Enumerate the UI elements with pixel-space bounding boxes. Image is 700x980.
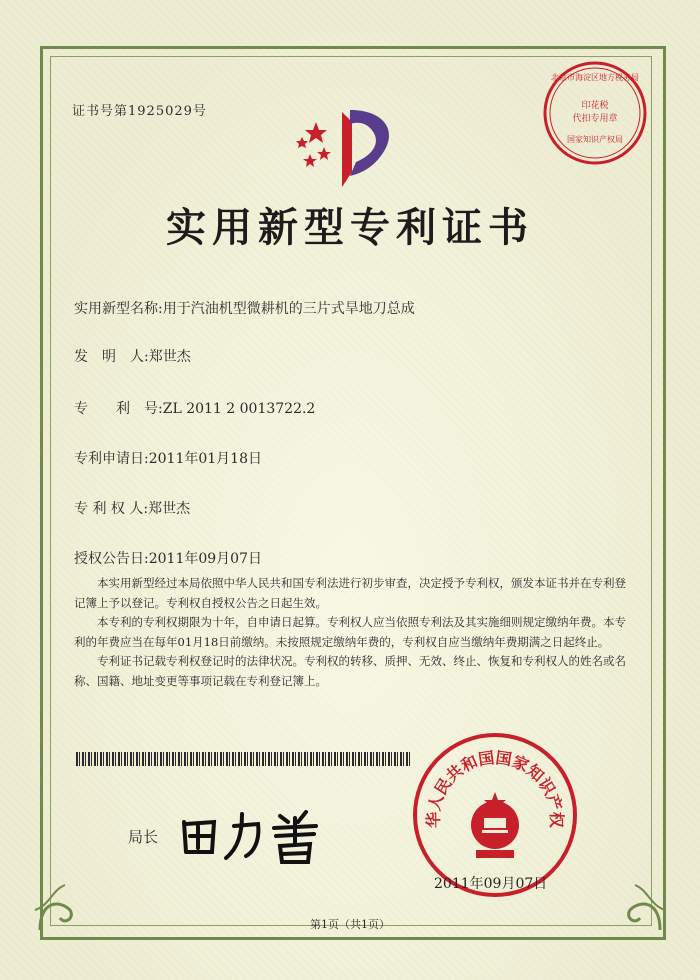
- field-value: 用于汽油机型微耕机的三片式旱地刀总成: [162, 301, 415, 317]
- field-label: 授权公告日:: [74, 551, 149, 567]
- page-indicator: 第1页（共1页）: [310, 918, 390, 931]
- svg-text:中华人民共和国国家知识产权局: 华人民共和国国家知识产权: [423, 748, 567, 828]
- certificate-body: [74, 574, 626, 691]
- field-patent-number: [74, 398, 315, 418]
- field-label: 专 利 权 人:: [74, 501, 149, 517]
- barcode: [76, 752, 412, 766]
- svg-text:印花税: 印花税: [581, 101, 609, 111]
- field-label: 实用新型名称:: [74, 301, 163, 317]
- field-application-date: [74, 448, 262, 468]
- field-value: 2011年09月07日: [148, 551, 262, 567]
- field-patentee: [74, 498, 190, 518]
- certificate-title: 实用新型专利证书: [166, 204, 534, 251]
- svg-text:北京市海淀区地方税务局: 北京市海淀区地方税务局: [551, 73, 639, 82]
- field-value: ZL 2011 2 0013722.2: [162, 401, 316, 417]
- field-value: 郑世杰: [148, 501, 191, 517]
- field-utility-model-name: [74, 298, 415, 318]
- body-paragraph: 本专利的专利权期限为十年，自申请日起算。专利权人应当依照专利法及其实施细则规定缴纳年费。本专利的年费应当在每年01月18日前缴纳。未按照规定缴纳年费的，专利权自应当缴纳年费期满之日起终止。: [74, 615, 626, 649]
- body-paragraph: 专利证书记载专利权登记时的法律状况。专利权的转移、质押、无效、终止、恢复和专利权人的姓名或名称、国籍、地址变更等事项记载在专利登记簿上。: [74, 654, 626, 688]
- svg-text:代扣专用章: 代扣专用章: [572, 114, 618, 124]
- body-paragraph: 本实用新型经过本局依照中华人民共和国专利法进行初步审查，决定授予专利权，颁发本证书并在专利登记簿上予以登记。专利权自授权公告之日起生效。: [74, 576, 626, 610]
- field-label: 专利申请日:: [74, 451, 149, 467]
- sipo-logo-icon: [290, 92, 410, 202]
- issue-date: 2011年09月07日: [434, 876, 548, 892]
- field-value: 2011年01月18日: [148, 451, 262, 467]
- director-signature: [176, 800, 326, 870]
- tax-stamp-seal: [540, 58, 650, 168]
- field-grant-date: [74, 548, 262, 568]
- field-label: 发 明 人:: [74, 349, 149, 365]
- director-label: 局长: [128, 828, 159, 846]
- field-inventor: [74, 346, 191, 366]
- certificate-number: 证书号第1925029号: [72, 104, 207, 119]
- field-value: 郑世杰: [148, 349, 191, 365]
- field-label: 专 利 号:: [74, 401, 163, 417]
- svg-text:国家知识产权局: 国家知识产权局: [567, 135, 623, 144]
